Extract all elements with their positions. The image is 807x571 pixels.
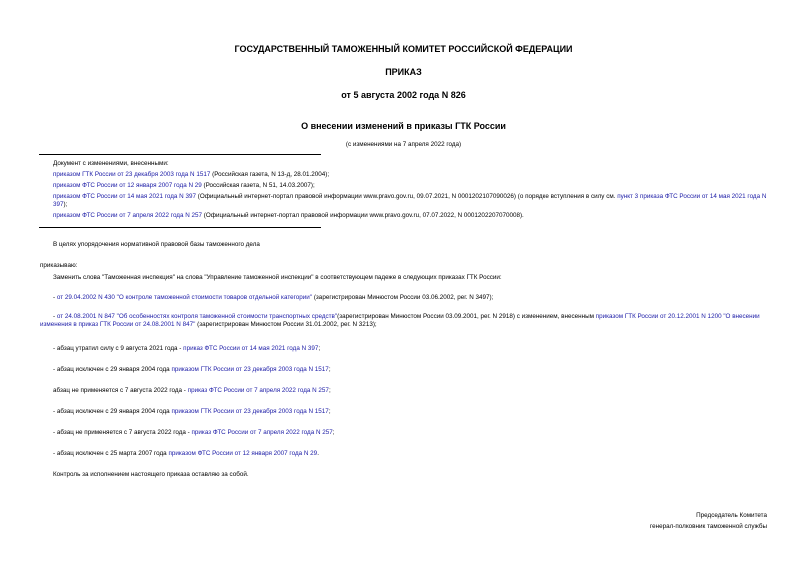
change-item: приказом ФТС России от 14 мая 2021 года N 397 (Официальный интернет-портал правовой информации www.pravo.gov.ru, 09.07.2021, N 0001202107090026) (о порядке вступления в силу см. пункт 3 приказа ФТС России от 14 мая 2021 года N 397);	[53, 193, 767, 208]
changes-intro: Документ с изменениями, внесенными:	[53, 160, 169, 167]
paragraph: - абзац исключен с 29 января 2004 года приказом ГТК России от 23 декабря 2003 года N 1517;	[53, 366, 331, 373]
order-link[interactable]: приказ ФТС России от 14 мая 2021 года N 397	[183, 345, 319, 352]
main-clause: Заменить слова "Таможенная инспекция" на слова "Управление таможенной инспекции" в соответствующем падеже в следующих приказах ГТК России:	[53, 274, 502, 281]
order-link[interactable]: приказом ГТК России от 23 декабря 2003 года N 1517	[171, 408, 329, 415]
change-item: приказом ФТС России от 7 апреля 2022 года N 257 (Официальный интернет-портал правовой информации www.pravo.gov.ru, 07.07.2022, N 0001202207070008).	[53, 212, 524, 219]
change-link[interactable]: пункт 3 приказа ФТС России от 14 мая 2021 года N 397	[53, 193, 767, 208]
doc-subject: О внесении изменений в приказы ГТК России	[301, 121, 506, 131]
order-link[interactable]: от 24.08.2001 N 847 "Об особенностях контроля таможенной стоимости транспортных средств"	[56, 313, 338, 320]
paragraph: - абзац утратил силу с 9 августа 2021 года - приказ ФТС России от 14 мая 2021 года N 397;	[53, 345, 321, 352]
change-link[interactable]: приказом ФТС России от 12 января 2007 года N 29	[53, 182, 202, 189]
change-link[interactable]: приказом ГТК России от 23 декабря 2003 года N 1517	[53, 171, 211, 178]
order-link[interactable]: приказ ФТС России от 7 апреля 2022 года N 257	[191, 429, 333, 436]
paragraph: - абзац исключен с 25 марта 2007 года приказом ФТС России от 12 января 2007 года N 29.	[53, 450, 319, 457]
order-link[interactable]: приказом ГТК России от 20.12.2001 N 1200 "О внесении изменения в приказ ГТК России от 24.08.2001 N 847"	[40, 313, 760, 328]
signature-title: Председатель Комитета	[696, 512, 767, 519]
paragraph: - от 29.04.2002 N 430 "О контроле таможенной стоимости товаров отдельной категории" (зарегистрирован Минюстом России 03.06.2002, рег. N 3497);	[53, 294, 494, 301]
paragraph: - от 24.08.2001 N 847 "Об особенностях контроля таможенной стоимости транспортных средств"(зарегистрирован Минюстом России 03.09.2001, рег. N 2918) с изменением, внесенным приказом ГТК России от 20.12.2001 N 1200 "О внесении изменения в приказ ГТК России от 24.08.2001 N 847" (зарегистрирован Минюстом России 31.01.2002, рег. N 3213);	[40, 313, 760, 328]
revision-note: (с изменениями на 7 апреля 2022 года)	[345, 141, 462, 148]
order-link[interactable]: приказом ГТК России от 23 декабря 2003 года N 1517	[171, 366, 329, 373]
change-item: приказом ФТС России от 12 января 2007 года N 29 (Российская газета, N 51, 14.03.2007);	[53, 182, 315, 189]
agency-title: ГОСУДАРСТВЕННЫЙ ТАМОЖЕННЫЙ КОМИТЕТ РОССИЙСКОЙ ФЕДЕРАЦИИ	[234, 44, 573, 54]
divider-top	[39, 154, 321, 155]
order-word: приказываю:	[40, 262, 78, 269]
change-link[interactable]: приказом ФТС России от 7 апреля 2022 года N 257	[53, 212, 203, 219]
preamble: В целях упорядочения нормативной правовой базы таможенного дела	[53, 241, 260, 248]
paragraph: - абзац исключен с 29 января 2004 года приказом ГТК России от 23 декабря 2003 года N 1517;	[53, 408, 331, 415]
change-link[interactable]: приказом ФТС России от 14 мая 2021 года N 397	[53, 193, 196, 200]
doc-date-number: от 5 августа 2002 года N 826	[341, 90, 466, 100]
signature-rank: генерал-полковник таможенной службы	[649, 523, 767, 530]
doc-type: ПРИКАЗ	[385, 67, 422, 77]
paragraph: абзац не применяется с 7 августа 2022 года - приказ ФТС России от 7 апреля 2022 года N 257;	[53, 387, 331, 394]
order-link[interactable]: от 29.04.2002 N 430 "О контроле таможенной стоимости товаров отдельной категории"	[56, 294, 313, 301]
paragraph: - абзац не применяется с 7 августа 2022 года - приказ ФТС России от 7 апреля 2022 года N 257;	[53, 429, 335, 436]
order-link[interactable]: приказом ФТС России от 12 января 2007 года N 29	[168, 450, 318, 457]
order-link[interactable]: приказ ФТС России от 7 апреля 2022 года N 257	[187, 387, 329, 394]
control-clause: Контроль за исполнением настоящего приказа оставляю за собой.	[53, 471, 249, 478]
change-item: приказом ГТК России от 23 декабря 2003 года N 1517 (Российская газета, N 13-д, 28.01.2004);	[53, 171, 330, 178]
divider-bottom	[39, 227, 321, 228]
